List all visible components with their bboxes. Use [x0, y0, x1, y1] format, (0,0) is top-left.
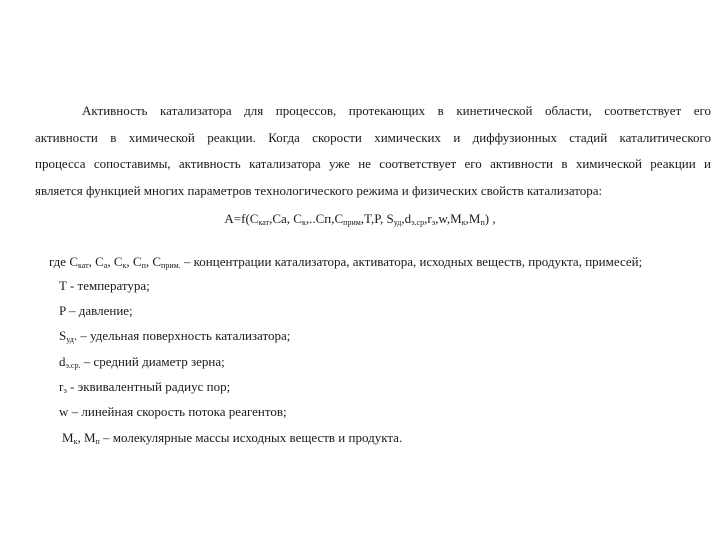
- formula-subscript: к: [301, 218, 306, 227]
- legend-text: – концентрации катализатора, активатора, исходных веществ, продукта, примесей;: [180, 254, 643, 269]
- paragraph-line-3: процесса сопоставимы, активность катализатора уже не соответствует его активности в химической реакции и: [35, 156, 711, 171]
- legend-text: , M: [77, 430, 96, 445]
- paragraph-line-4: является функцией многих параметров технологического режима и физических свойств катализатора:: [35, 182, 603, 198]
- legend-text: M: [62, 430, 74, 445]
- formula-subscript: э: [431, 218, 436, 227]
- legend-temperature: T - температура;: [59, 278, 150, 293]
- legend-subscript: п: [95, 437, 100, 446]
- legend-subscript: кат: [78, 261, 89, 270]
- formula-part: ,d: [401, 211, 412, 226]
- legend-subscript: прим.: [161, 261, 181, 270]
- legend-surface: [59, 328, 290, 344]
- legend-subscript: а: [103, 261, 108, 270]
- legend-text: . – удельная поверхность катализатора;: [73, 328, 291, 343]
- formula-part: ,Ca, C: [269, 211, 302, 226]
- formula-part: ,w,M: [435, 211, 462, 226]
- formula-part: ) ,: [484, 211, 496, 226]
- legend-text: – средний диаметр зерна;: [80, 354, 225, 369]
- intro-paragraph: [35, 98, 711, 204]
- formula-subscript: п: [480, 218, 485, 227]
- formula-subscript: к: [461, 218, 466, 227]
- legend-text: , C: [88, 254, 104, 269]
- formula-subscript: кат: [258, 218, 270, 227]
- legend-text: – молекулярные массы исходных веществ и продукта.: [99, 430, 403, 445]
- legend-concentrations: [49, 254, 642, 270]
- legend-text: где C: [49, 254, 78, 269]
- legend-subscript: уд: [66, 335, 74, 344]
- formula-subscript: прим: [343, 218, 361, 227]
- legend-radius: [59, 379, 230, 395]
- legend-pressure: P – давление;: [59, 303, 133, 318]
- formula-part: ,M: [465, 211, 481, 226]
- legend-text: , C: [107, 254, 123, 269]
- formula-part: ,r: [424, 211, 432, 226]
- legend-text: d: [59, 354, 66, 369]
- paragraph-line-2: активности в химической реакции. Когда скорости химических и диффузионных стадий каталитического: [35, 129, 711, 145]
- legend-text: - эквивалентный радиус пор;: [66, 379, 231, 394]
- formula-part: ,T,P, S: [360, 211, 394, 226]
- paragraph-line-1: Активность катализатора для процессов, протекающих в кинетической области, соответствует его: [82, 103, 711, 118]
- legend-subscript: к: [73, 437, 78, 446]
- formula-subscript: э.ср: [411, 218, 425, 227]
- formula-part: ,..Cп,C: [305, 211, 344, 226]
- legend-text: , C: [126, 254, 142, 269]
- legend-subscript: к: [122, 261, 127, 270]
- activity-formula: [0, 211, 720, 227]
- legend-velocity: w – линейная скорость потока реагентов;: [59, 404, 287, 419]
- legend-subscript: п: [141, 261, 146, 270]
- legend-text: r: [59, 379, 64, 394]
- legend-text: S: [59, 328, 67, 343]
- legend-diameter: [59, 354, 225, 370]
- legend-text: , C: [145, 254, 162, 269]
- formula-subscript: уд: [393, 218, 402, 227]
- legend-molar-masses: [62, 430, 402, 446]
- legend-subscript: э: [63, 386, 67, 395]
- legend-subscript: э.ср.: [65, 361, 81, 370]
- formula-part: A=f(C: [224, 211, 259, 226]
